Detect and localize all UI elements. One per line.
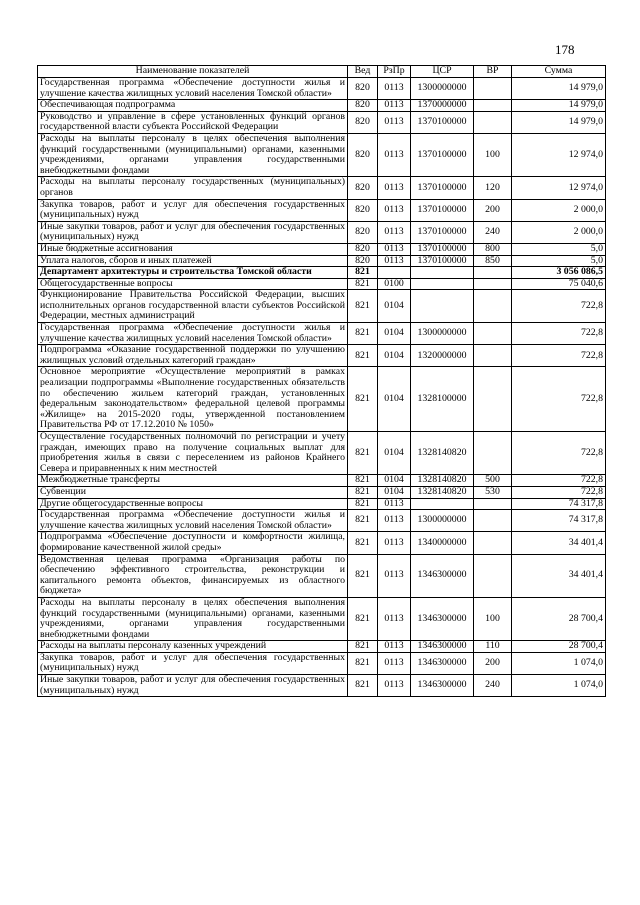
cell-sum: 74 317,8 [512, 510, 606, 532]
table-row [38, 432, 606, 475]
cell-csr [411, 267, 474, 279]
table-row [38, 532, 606, 554]
cell-rzpr: 0104 [378, 432, 411, 475]
cell-name: Другие общегосударственные вопросы [38, 498, 348, 510]
cell-name: Подпрограмма «Оказание государственной поддержки по улучшению жилищных условий отдельных категорий граждан» [38, 345, 348, 367]
cell-name: Государственная программа «Обеспечение доступности жилья и улучшение качества жилищных условий населения Томской области» [38, 78, 348, 100]
cell-rzpr: 0104 [378, 323, 411, 345]
cell-csr: 1346300000 [411, 675, 474, 697]
cell-sum: 722,8 [512, 367, 606, 432]
cell-csr: 1340000000 [411, 532, 474, 554]
cell-sum: 722,8 [512, 290, 606, 323]
cell-ved: 821 [348, 597, 378, 640]
cell-sum: 722,8 [512, 486, 606, 498]
cell-sum: 722,8 [512, 345, 606, 367]
cell-sum: 2 000,0 [512, 199, 606, 221]
cell-vr: 850 [474, 255, 512, 267]
cell-name: Расходы на выплаты персоналу казенных учреждений [38, 641, 348, 653]
cell-sum: 28 700,4 [512, 641, 606, 653]
table-row [38, 78, 606, 100]
cell-vr [474, 100, 512, 112]
cell-vr: 200 [474, 652, 512, 674]
cell-csr: 1370000000 [411, 100, 474, 112]
cell-rzpr: 0113 [378, 177, 411, 199]
cell-vr: 800 [474, 243, 512, 255]
cell-rzpr: 0113 [378, 199, 411, 221]
cell-rzpr: 0104 [378, 367, 411, 432]
cell-ved: 821 [348, 532, 378, 554]
cell-sum: 75 040,6 [512, 278, 606, 290]
cell-vr [474, 532, 512, 554]
header-ved: Вед [348, 66, 378, 78]
table-row [38, 177, 606, 199]
cell-rzpr: 0113 [378, 255, 411, 267]
cell-name: Субвенции [38, 486, 348, 498]
cell-sum: 28 700,4 [512, 597, 606, 640]
cell-csr: 1328140820 [411, 475, 474, 487]
cell-vr [474, 111, 512, 133]
cell-ved: 821 [348, 267, 378, 279]
cell-ved: 820 [348, 111, 378, 133]
cell-sum: 2 000,0 [512, 221, 606, 243]
cell-csr: 1370100000 [411, 111, 474, 133]
cell-csr: 1370100000 [411, 199, 474, 221]
cell-vr [474, 278, 512, 290]
cell-csr: 1328100000 [411, 367, 474, 432]
table-row [38, 475, 606, 487]
cell-ved: 820 [348, 133, 378, 176]
cell-csr: 1328140820 [411, 486, 474, 498]
cell-sum: 34 401,4 [512, 532, 606, 554]
cell-sum: 5,0 [512, 243, 606, 255]
cell-rzpr: 0113 [378, 597, 411, 640]
table-row [38, 554, 606, 597]
cell-rzpr: 0104 [378, 345, 411, 367]
table-row [38, 652, 606, 674]
cell-rzpr: 0113 [378, 675, 411, 697]
cell-ved: 821 [348, 510, 378, 532]
cell-csr: 1346300000 [411, 597, 474, 640]
cell-csr: 1346300000 [411, 652, 474, 674]
cell-ved: 821 [348, 554, 378, 597]
cell-name: Закупка товаров, работ и услуг для обеспечения государственных (муниципальных) нужд [38, 652, 348, 674]
cell-vr: 110 [474, 641, 512, 653]
cell-csr: 1300000000 [411, 323, 474, 345]
cell-name: Общегосударственные вопросы [38, 278, 348, 290]
cell-vr: 200 [474, 199, 512, 221]
cell-vr [474, 367, 512, 432]
cell-rzpr: 0113 [378, 243, 411, 255]
table-row [38, 323, 606, 345]
cell-vr [474, 78, 512, 100]
cell-name: Основное мероприятие «Осуществление мероприятий в рамках реализации подпрограммы «Выполнение государственных обязательств по обеспечению жильем категорий граждан, установленных федеральным законодательством» федеральной целевой программы «Жилище» на 2015-2020 годы, утвержденной постановлением Правительства РФ от 17.12.2010 № 1050» [38, 367, 348, 432]
cell-csr: 1370100000 [411, 221, 474, 243]
cell-ved: 821 [348, 641, 378, 653]
cell-sum: 722,8 [512, 432, 606, 475]
cell-ved: 821 [348, 290, 378, 323]
cell-rzpr: 0113 [378, 100, 411, 112]
cell-sum: 722,8 [512, 323, 606, 345]
cell-name: Ведомственная целевая программа «Организация работы по обеспечению эффективного строительства, реконструкции и капитального ремонта объектов, финансируемых из областного бюджета» [38, 554, 348, 597]
table-row [38, 199, 606, 221]
cell-vr [474, 323, 512, 345]
cell-ved: 821 [348, 432, 378, 475]
table-row [38, 255, 606, 267]
table-row [38, 290, 606, 323]
cell-rzpr: 0104 [378, 486, 411, 498]
cell-csr: 1370100000 [411, 243, 474, 255]
cell-sum: 14 979,0 [512, 78, 606, 100]
cell-ved: 821 [348, 675, 378, 697]
cell-ved: 820 [348, 243, 378, 255]
cell-csr: 1328140820 [411, 432, 474, 475]
cell-sum: 12 974,0 [512, 133, 606, 176]
cell-ved: 821 [348, 652, 378, 674]
table-row [38, 278, 606, 290]
cell-rzpr: 0113 [378, 221, 411, 243]
cell-name: Государственная программа «Обеспечение доступности жилья и улучшение качества жилищных условий населения Томской области» [38, 323, 348, 345]
cell-sum: 1 074,0 [512, 652, 606, 674]
cell-name: Руководство и управление в сфере установленных функций органов государственной власти субъекта Российской Федерации [38, 111, 348, 133]
table-row [38, 510, 606, 532]
cell-name: Функционирование Правительства Российской Федерации, высших исполнительных органов государственной власти субъектов Российской Федерации, местных администраций [38, 290, 348, 323]
cell-rzpr: 0104 [378, 290, 411, 323]
header-vr: ВР [474, 66, 512, 78]
cell-rzpr [378, 267, 411, 279]
cell-csr: 1320000000 [411, 345, 474, 367]
cell-vr: 240 [474, 675, 512, 697]
cell-csr: 1300000000 [411, 510, 474, 532]
cell-vr: 500 [474, 475, 512, 487]
cell-csr: 1346300000 [411, 554, 474, 597]
table-row [38, 641, 606, 653]
cell-vr: 100 [474, 597, 512, 640]
cell-name: Уплата налогов, сборов и иных платежей [38, 255, 348, 267]
page-number: 178 [555, 42, 575, 57]
table-row [38, 221, 606, 243]
cell-sum: 14 979,0 [512, 100, 606, 112]
cell-vr: 530 [474, 486, 512, 498]
cell-ved: 821 [348, 367, 378, 432]
cell-name: Иные закупки товаров, работ и услуг для обеспечения государственных (муниципальных) нужд [38, 675, 348, 697]
table-body [38, 78, 606, 697]
cell-ved: 820 [348, 221, 378, 243]
cell-sum: 5,0 [512, 255, 606, 267]
table-row [38, 367, 606, 432]
header-rzpr: РзПр [378, 66, 411, 78]
cell-csr: 1346300000 [411, 641, 474, 653]
cell-vr: 240 [474, 221, 512, 243]
cell-name: Департамент архитектуры и строительства Томской области [38, 267, 348, 279]
cell-sum: 1 074,0 [512, 675, 606, 697]
table-row [38, 133, 606, 176]
cell-sum: 14 979,0 [512, 111, 606, 133]
table-row [38, 267, 606, 279]
cell-vr [474, 432, 512, 475]
cell-ved: 821 [348, 475, 378, 487]
cell-name: Межбюджетные трансферты [38, 475, 348, 487]
cell-csr [411, 498, 474, 510]
cell-ved: 820 [348, 177, 378, 199]
cell-ved: 820 [348, 199, 378, 221]
cell-name: Закупка товаров, работ и услуг для обеспечения государственных (муниципальных) нужд [38, 199, 348, 221]
cell-name: Подпрограмма «Обеспечение доступности и комфортности жилища, формирование качественной жилой среды» [38, 532, 348, 554]
cell-rzpr: 0113 [378, 133, 411, 176]
cell-rzpr: 0113 [378, 111, 411, 133]
cell-name: Иные бюджетные ассигнования [38, 243, 348, 255]
table-row [38, 345, 606, 367]
cell-vr [474, 267, 512, 279]
cell-sum: 34 401,4 [512, 554, 606, 597]
cell-ved: 820 [348, 255, 378, 267]
cell-vr: 120 [474, 177, 512, 199]
cell-csr: 1370100000 [411, 255, 474, 267]
cell-ved: 821 [348, 345, 378, 367]
table-row [38, 675, 606, 697]
cell-rzpr: 0113 [378, 641, 411, 653]
cell-rzpr: 0113 [378, 532, 411, 554]
cell-csr [411, 278, 474, 290]
header-name: Наименование показателей [38, 66, 348, 78]
cell-vr [474, 498, 512, 510]
cell-ved: 821 [348, 278, 378, 290]
cell-vr: 100 [474, 133, 512, 176]
cell-sum: 74 317,8 [512, 498, 606, 510]
cell-name: Расходы на выплаты персоналу в целях обеспечения выполнения функций государственными (муниципальными) органами, казенными учреждениями, органами управления государственными внебюджетными фондами [38, 133, 348, 176]
cell-name: Государственная программа «Обеспечение доступности жилья и улучшение качества жилищных условий населения Томской области» [38, 510, 348, 532]
cell-name: Расходы на выплаты персоналу в целях обеспечения выполнения функций государственными (муниципальными) органами, казенными учреждениями, органами управления государственными внебюджетными фондами [38, 597, 348, 640]
budget-table [37, 65, 606, 697]
cell-rzpr: 0100 [378, 278, 411, 290]
cell-name: Расходы на выплаты персоналу государственных (муниципальных) органов [38, 177, 348, 199]
cell-name: Обеспечивающая подпрограмма [38, 100, 348, 112]
table-row [38, 486, 606, 498]
cell-sum: 3 056 086,5 [512, 267, 606, 279]
cell-name: Иные закупки товаров, работ и услуг для обеспечения государственных (муниципальных) нужд [38, 221, 348, 243]
table-header-row [38, 66, 606, 78]
cell-csr [411, 290, 474, 323]
cell-name: Осуществление государственных полномочий по регистрации и учету граждан, имеющих право на получение социальных выплат для приобретения жилья в связи с переселением из районов Крайнего Севера и приравненных к ним местностей [38, 432, 348, 475]
header-csr: ЦСР [411, 66, 474, 78]
cell-ved: 820 [348, 100, 378, 112]
cell-ved: 820 [348, 78, 378, 100]
cell-sum: 722,8 [512, 475, 606, 487]
cell-rzpr: 0113 [378, 498, 411, 510]
table-row [38, 111, 606, 133]
cell-vr [474, 510, 512, 532]
cell-sum: 12 974,0 [512, 177, 606, 199]
cell-rzpr: 0113 [378, 652, 411, 674]
header-sum: Сумма [512, 66, 606, 78]
cell-ved: 821 [348, 323, 378, 345]
table-row [38, 100, 606, 112]
cell-csr: 1370100000 [411, 133, 474, 176]
cell-rzpr: 0113 [378, 554, 411, 597]
table-row [38, 597, 606, 640]
cell-vr [474, 554, 512, 597]
cell-rzpr: 0104 [378, 475, 411, 487]
table-row [38, 243, 606, 255]
cell-rzpr: 0113 [378, 510, 411, 532]
cell-rzpr: 0113 [378, 78, 411, 100]
cell-csr: 1300000000 [411, 78, 474, 100]
cell-vr [474, 345, 512, 367]
cell-csr: 1370100000 [411, 177, 474, 199]
table-row [38, 498, 606, 510]
cell-ved: 821 [348, 486, 378, 498]
cell-vr [474, 290, 512, 323]
cell-ved: 821 [348, 498, 378, 510]
